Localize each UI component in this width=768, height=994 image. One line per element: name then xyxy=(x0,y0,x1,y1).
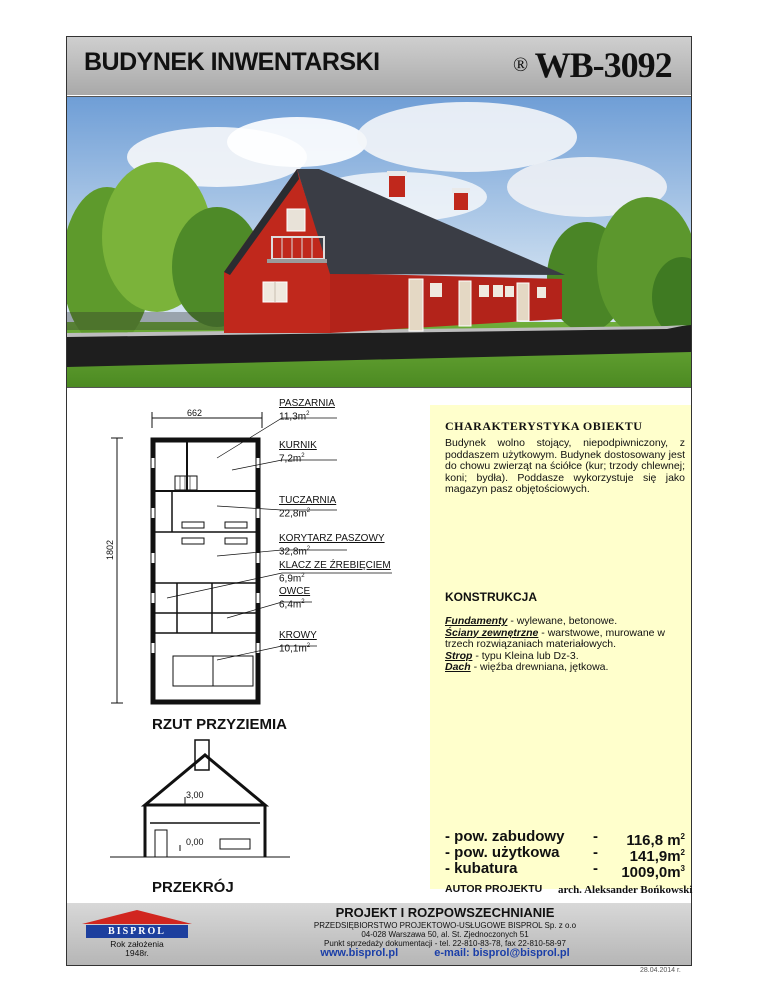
characteristics-title: CHARAKTERYSTYKA OBIEKTU xyxy=(445,419,643,433)
stat-dash: - xyxy=(593,828,598,845)
room-name: KORYTARZ PASZOWY xyxy=(279,533,385,544)
construction-item-label: Fundamenty xyxy=(445,615,508,627)
room-area-unit: 2 xyxy=(306,546,311,552)
stat-unit: 3 xyxy=(680,864,685,873)
founded-note xyxy=(78,940,196,958)
founded-label: Rok założenia xyxy=(110,939,164,949)
room-name: TUCZARNIA xyxy=(279,495,337,506)
stat-value-number: 141,9m xyxy=(629,848,681,865)
stat-unit: 2 xyxy=(680,832,685,841)
author-label: AUTOR PROJEKTU xyxy=(445,883,543,895)
company-address: 04-028 Warszawa 50, al. St. Zjednoczonych 51 xyxy=(361,930,529,939)
stat-row xyxy=(445,860,685,881)
footer-address xyxy=(200,921,690,948)
stat-label: - pow. użytkowa xyxy=(445,844,560,861)
stat-value xyxy=(621,861,685,881)
room-area-unit: 2 xyxy=(301,453,305,459)
room-name: OWCE xyxy=(279,586,311,597)
area-stats xyxy=(445,828,685,881)
construction-list xyxy=(445,616,685,674)
building-render xyxy=(67,96,691,388)
stat-row xyxy=(445,828,685,849)
room-area-unit: 2 xyxy=(306,411,310,417)
author-name: arch. Aleksander Bońkowski xyxy=(558,884,693,896)
registered-symbol: ® xyxy=(513,54,528,76)
construction-item xyxy=(445,662,685,674)
stat-dash: - xyxy=(593,860,598,877)
room-area-unit: 2 xyxy=(301,599,305,605)
room-area-unit: 2 xyxy=(306,643,311,649)
section-label: PRZEKRÓJ xyxy=(152,879,234,896)
construction-title: KONSTRUKCJA xyxy=(445,590,538,604)
email-link[interactable]: e-mail: bisprol@bisprol.pl xyxy=(434,947,570,959)
room-area: 11,3m xyxy=(279,411,307,423)
construction-item-text: - typu Kleina lub Dz-3. xyxy=(472,649,579,662)
website-link[interactable]: www.bisprol.pl xyxy=(320,947,399,959)
room-label xyxy=(279,560,391,584)
construction-item-label: Dach xyxy=(445,661,471,673)
construction-item xyxy=(445,628,685,651)
construction-item-label: Strop xyxy=(445,649,473,662)
room-label xyxy=(279,630,317,654)
room-area-unit: 2 xyxy=(301,573,305,579)
construction-item-label: Ściany zewnętrzne xyxy=(445,626,539,639)
room-area-unit: 2 xyxy=(306,508,311,514)
company-phone: Punkt sprzedaży dokumentacji - tel. 22-810-83-78, fax 22-810-58-97 xyxy=(324,939,566,948)
room-label xyxy=(279,533,385,557)
room-area: 6,4m xyxy=(279,599,302,611)
founded-year: 1948r. xyxy=(125,948,149,958)
stat-row xyxy=(445,844,685,865)
dim-height: 1802 xyxy=(105,539,115,560)
company-name: PRZEDSIĘBIORSTWO PROJEKTOWO-USŁUGOWE BISPROL Sp. z o.o xyxy=(313,921,577,930)
room-label xyxy=(279,495,336,519)
dim-width: 662 xyxy=(187,408,203,418)
room-area: 32,8m xyxy=(279,546,307,558)
room-name: PASZARNIA xyxy=(279,398,335,409)
project-code-text: WB-3092 xyxy=(534,45,672,85)
room-area: 7,2m xyxy=(279,453,302,465)
room-label xyxy=(279,586,310,610)
room-label xyxy=(279,398,335,422)
stat-unit: 2 xyxy=(680,848,685,857)
project-code xyxy=(513,44,672,86)
footer-heading: PROJEKT I ROZPOWSZECHNIANIE xyxy=(335,905,555,920)
stat-label: - kubatura xyxy=(445,860,518,877)
floor-plan xyxy=(67,388,427,718)
characteristics-text: Budynek wolno stojący, niepodpiwniczony, z poddaszem użytkowym. Budynek dostosowany jest do chowu zwierząt na ściółce (kur; trzody chlewnej; koni; bydła). Poddasze wykorzystuje się jako magazyn pasz objętościowych. xyxy=(445,437,685,495)
construction-item-text: - wylewane, betonowe. xyxy=(507,615,618,627)
room-area: 6,9m xyxy=(279,573,302,585)
footer-contacts xyxy=(200,947,690,959)
room-label xyxy=(279,440,317,464)
construction-item-text: - warstwowe, murowane w trzech rozwiązaniach materiałowych. xyxy=(445,626,665,650)
stat-label: - pow. zabudowy xyxy=(445,828,565,845)
stat-value-number: 1009,0m xyxy=(621,864,681,881)
room-name: KLACZ ZE ŹREBIĘCIEM xyxy=(279,560,391,571)
room-area: 22,8m xyxy=(279,508,307,520)
logo-text: BISPROL xyxy=(108,926,166,937)
construction-item-text: - więźba drewniana, jętkowa. xyxy=(470,661,609,673)
room-name: KROWY xyxy=(279,630,317,641)
plan-label: RZUT PRZYZIEMIA xyxy=(152,716,287,733)
print-date: 28.04.2014 r. xyxy=(640,967,681,974)
room-name: KURNIK xyxy=(279,440,317,451)
cross-section xyxy=(100,735,300,875)
stat-dash: - xyxy=(593,844,598,861)
stat-value-number: 116,8 m xyxy=(626,832,681,849)
room-area: 10,1m xyxy=(279,643,307,655)
level-top: 3,00 xyxy=(186,790,204,800)
page-title: BUDYNEK INWENTARSKI xyxy=(84,48,380,76)
level-zero: 0,00 xyxy=(186,837,204,847)
